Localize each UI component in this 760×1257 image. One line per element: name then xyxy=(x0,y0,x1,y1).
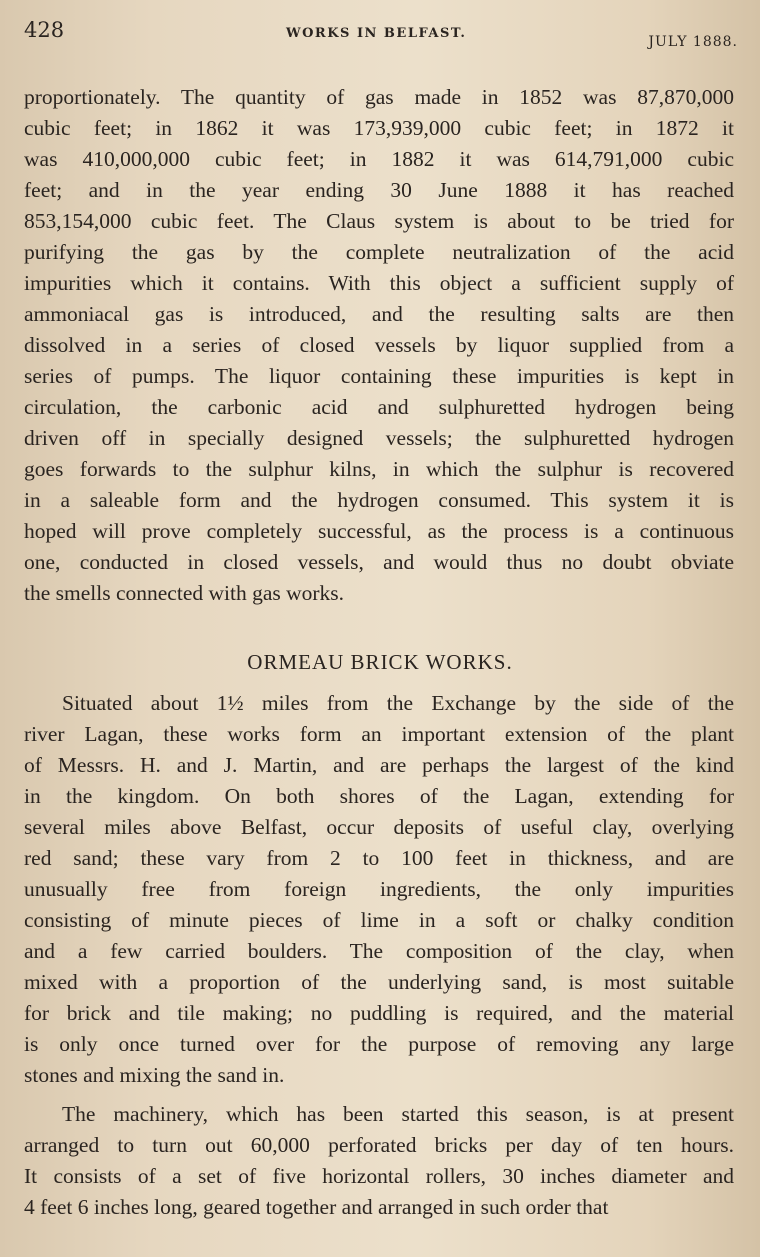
page-header xyxy=(24,18,738,48)
header-date: JULY 1888. xyxy=(648,34,738,50)
text-line: is only once turned over for the purpose of removing any large xyxy=(24,1032,734,1056)
text-line: stones and mixing the sand in. xyxy=(24,1063,285,1087)
text-line: in the kingdom. On both shores of the Lagan, extending for xyxy=(24,784,734,808)
text-line: series of pumps. The liquor containing these impurities is kept in xyxy=(24,364,734,388)
text-line: unusually free from foreign ingredients, the only impurities xyxy=(24,877,734,901)
text-line: dissolved in a series of closed vessels by liquor supplied from a xyxy=(24,333,734,357)
text-line: Situated about 1½ miles from the Exchange by the side of the xyxy=(62,691,734,715)
text-line: consisting of minute pieces of lime in a soft or chalky condition xyxy=(24,908,734,932)
text-line: several miles above Belfast, occur deposits of useful clay, overlying xyxy=(24,815,734,839)
text-line: goes forwards to the sulphur kilns, in which the sulphur is recovered xyxy=(24,457,734,481)
text-line: cubic feet; in 1862 it was 173,939,000 cubic feet; in 1872 it xyxy=(24,116,734,140)
section-heading: ORMEAU BRICK WORKS. xyxy=(247,650,513,674)
text-line: It consists of a set of five horizontal rollers, 30 inches diameter and xyxy=(24,1164,734,1188)
text-line: proportionately. The quantity of gas made in 1852 was 87,870,000 xyxy=(24,85,734,109)
text-line: purifying the gas by the complete neutralization of the acid xyxy=(24,240,734,264)
paragraph-machinery xyxy=(24,1099,734,1223)
text-line: red sand; these vary from 2 to 100 feet in thickness, and are xyxy=(24,846,734,870)
text-line: arranged to turn out 60,000 perforated bricks per day of ten hours. xyxy=(24,1133,734,1157)
running-title: WORKS IN BELFAST. xyxy=(286,26,467,41)
text-line: and a few carried boulders. The composition of the clay, when xyxy=(24,939,734,963)
text-line: was 410,000,000 cubic feet; in 1882 it was 614,791,000 cubic xyxy=(24,147,734,171)
text-line: one, conducted in closed vessels, and would thus no doubt obviate xyxy=(24,550,734,574)
text-line: mixed with a proportion of the underlying sand, is most suitable xyxy=(24,970,734,994)
text-line: driven off in specially designed vessels; the sulphuretted hydrogen xyxy=(24,426,734,450)
text-line: in a saleable form and the hydrogen consumed. This system it is xyxy=(24,488,734,512)
text-line: hoped will prove completely successful, as the process is a continuous xyxy=(24,519,734,543)
text-line: impurities which it contains. With this object a sufficient supply of xyxy=(24,271,734,295)
text-line: 853,154,000 cubic feet. The Claus system is about to be tried for xyxy=(24,209,734,233)
page-number: 428 xyxy=(24,18,65,42)
text-line: The machinery, which has been started this season, is at present xyxy=(62,1102,734,1126)
text-line: ammoniacal gas is introduced, and the resulting salts are then xyxy=(24,302,734,326)
text-line: the smells connected with gas works. xyxy=(24,581,345,605)
paragraph-brick-works-intro xyxy=(24,688,734,1091)
paragraph-gas-works xyxy=(24,82,734,609)
text-line: circulation, the carbonic acid and sulphuretted hydrogen being xyxy=(24,395,734,419)
text-line: for brick and tile making; no puddling is required, and the material xyxy=(24,1001,734,1025)
text-line: 4 feet 6 inches long, geared together and arranged in such order that xyxy=(24,1195,609,1219)
text-line: of Messrs. H. and J. Martin, and are perhaps the largest of the kind xyxy=(24,753,734,777)
text-line: river Lagan, these works form an important extension of the plant xyxy=(24,722,734,746)
text-line: feet; and in the year ending 30 June 1888 it has reached xyxy=(24,178,734,202)
